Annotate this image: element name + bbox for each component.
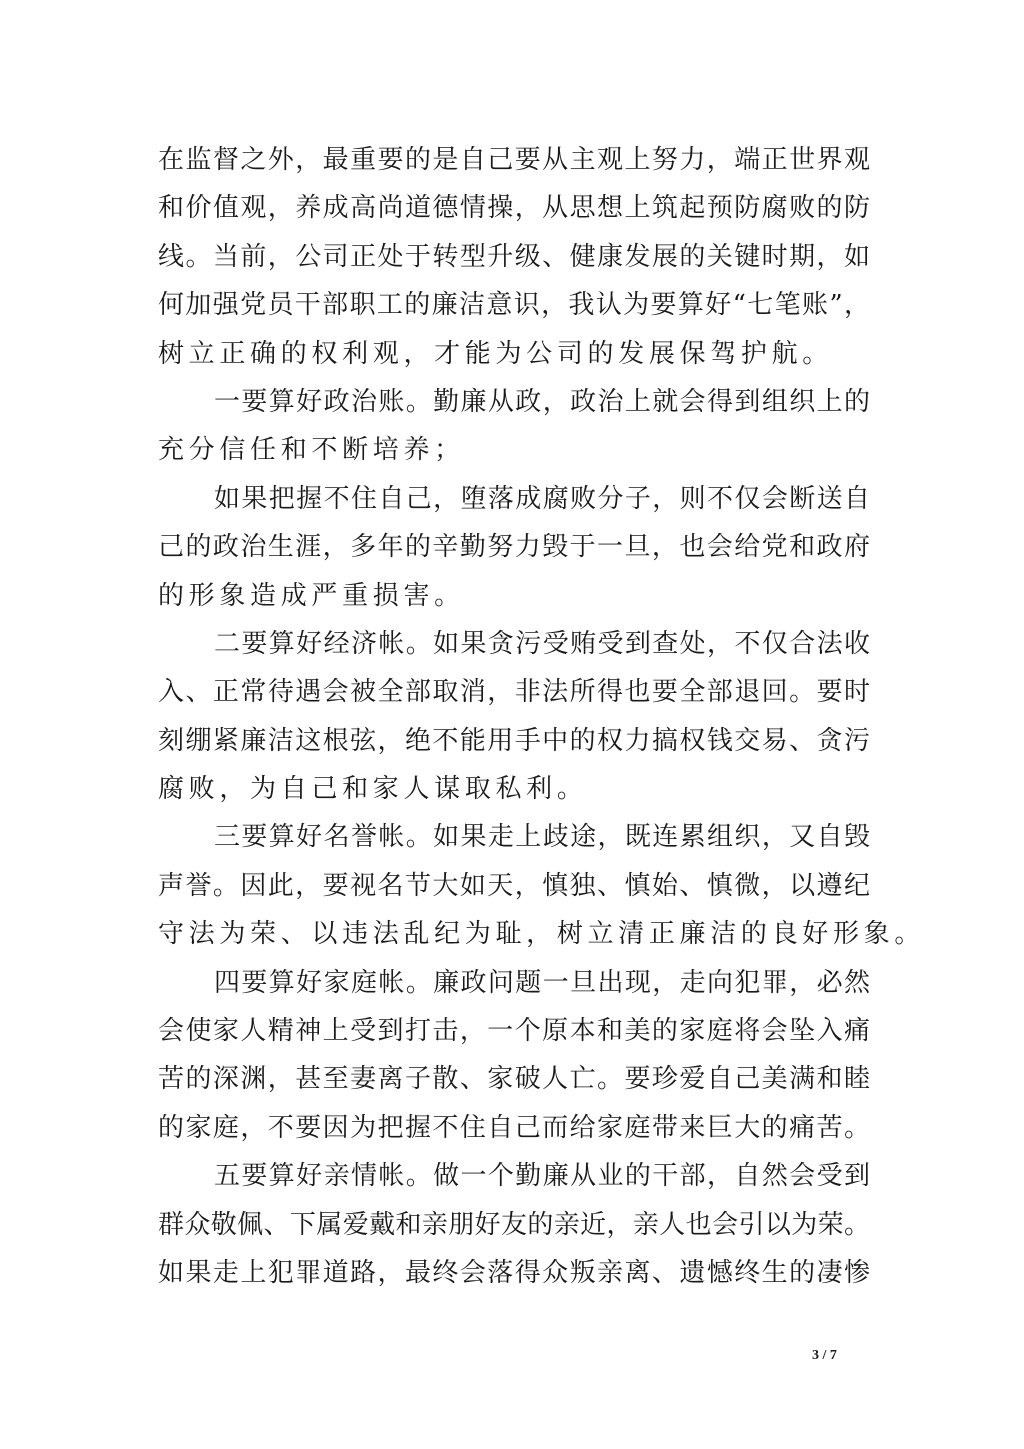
text-line: 苦的深渊，甚至妻离子散、家破人亡。要珍爱自己美满和睦 [158,1064,870,1095]
text-line: 腐败，为自己和家人谋取私利。 [158,774,588,805]
text-line: 己的政治生涯，多年的辛勤努力毁于一旦，也会给党和政府 [158,532,870,563]
paragraph-start-line: 一要算好政治账。勤廉从政，政治上就会得到组织上的 [214,386,870,417]
text-line: 在监督之外，最重要的是自己要从主观上努力，端正世界观 [158,145,870,175]
text-line: 声誉。因此，要视名节大如天，慎独、慎始、慎微，以遵纪 [158,870,870,901]
text-line: 的形象造成严重损害。 [158,580,465,611]
text-line: 充分信任和不断培养； [158,435,465,466]
text-line: 如果走上犯罪道路，最终会落得众叛亲离、遗憾终生的凄惨 [158,1257,870,1288]
text-line: 何加强党员干部职工的廉洁意识，我认为要算好“七笔账”， [158,290,870,321]
text-line: 群众敬佩、下属爱戴和亲朋好友的亲近，亲人也会引以为荣。 [158,1209,870,1240]
body-text [158,136,926,1297]
text-line: 的家庭，不要因为把握不住自己而给家庭带来巨大的痛苦。 [158,1112,870,1143]
paragraph-start-line: 如果把握不住自己，堕落成腐败分子，则不仅会断送自 [214,483,870,514]
text-line: 线。当前，公司正处于转型升级、健康发展的关键时期，如 [158,241,870,272]
page-number: 3 / 7 [812,1348,837,1363]
text-line: 会使家人精神上受到打击，一个原本和美的家庭将会坠入痛 [158,1016,870,1047]
text-line: 守法为荣、以违法乱纪为耻，树立清正廉洁的良好形象。 [158,919,926,950]
paragraph-start-line: 五要算好亲情帐。做一个勤廉从业的干部，自然会受到 [214,1161,870,1192]
paragraph-start-line: 四要算好家庭帐。廉政问题一旦出现，走向犯罪，必然 [214,967,870,998]
text-line: 树立正确的权利观，才能为公司的发展保驾护航。 [158,338,833,369]
text-line: 和价值观，养成高尚道德情操，从思想上筑起预防腐败的防 [158,193,870,224]
paragraph-start-line: 三要算好名誉帐。如果走上歧途，既连累组织，又自毁 [214,822,870,853]
text-line: 刻绷紧廉洁这根弦，绝不能用手中的权力搞权钱交易、贪污 [158,725,870,756]
paragraph-start-line: 二要算好经济帐。如果贪污受贿受到查处，不仅合法收 [214,628,870,659]
text-line: 入、正常待遇会被全部取消，非法所得也要全部退回。要时 [158,677,870,708]
